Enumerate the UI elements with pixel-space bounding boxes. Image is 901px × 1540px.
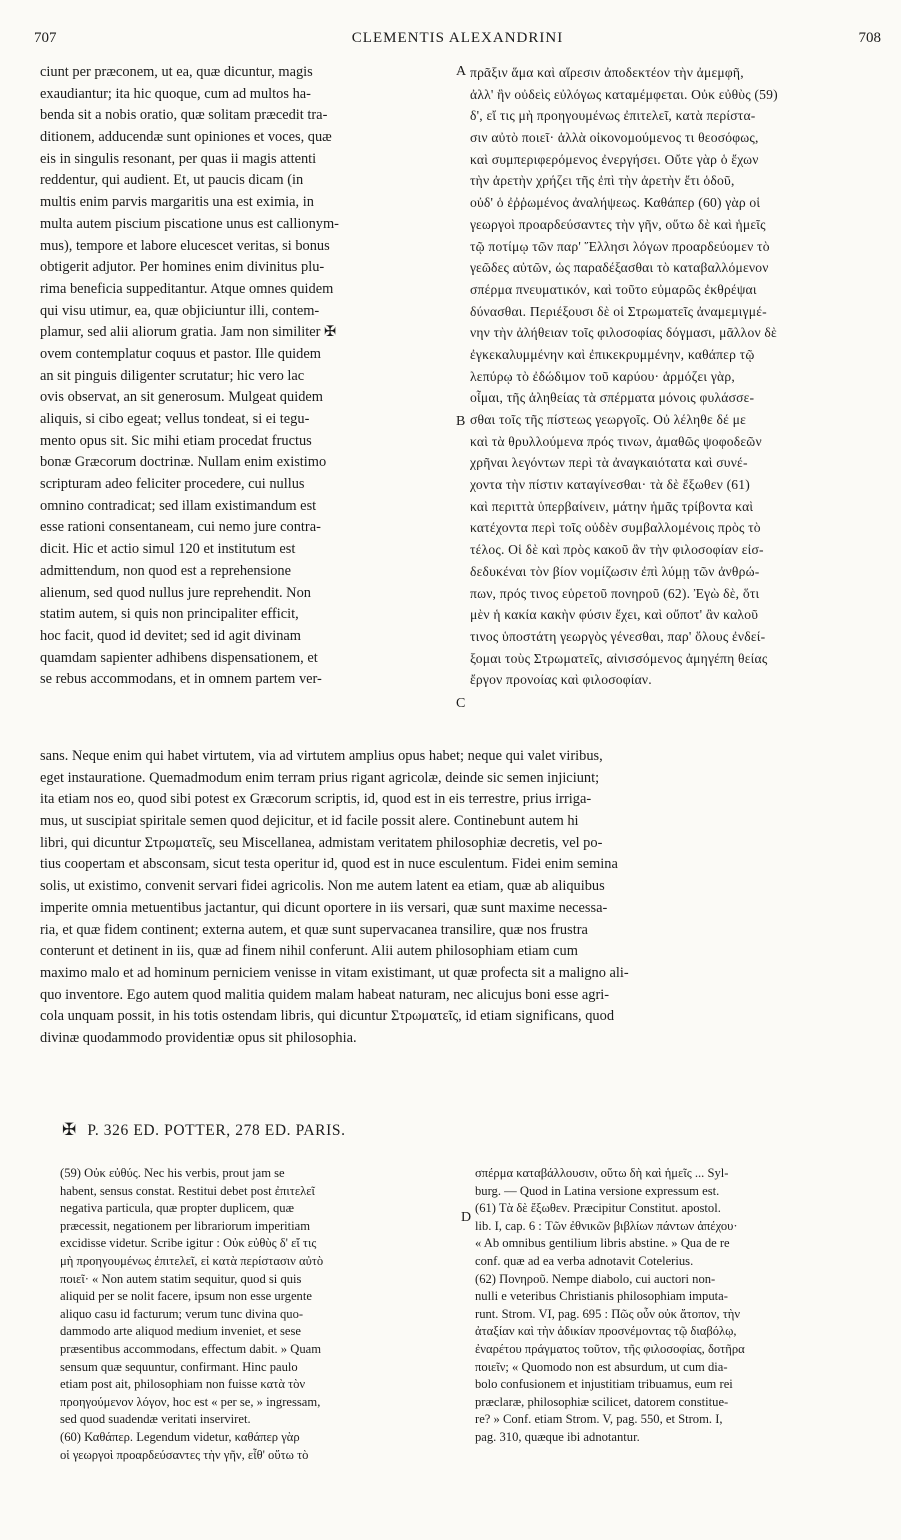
greek-line: οὐδ' ὁ ἐῤῥωμένος ἀναλήψεως. Καθάπερ (60) γὰρ οἱ [470,195,761,211]
latin-line: mento opus sit. Sic mihi etiam procedat fructus [40,432,312,449]
latin-line: ovem contemplatur coquus et pastor. Ille quidem [40,345,321,362]
greek-line: γεωργοὶ προαρδεύσαντες τὴν γῆν, οὕτω δὲ καὶ ἡμεῖς [470,216,766,232]
greek-line: κατέχοντα περὶ τοῖς οὐδὲν συμβαλλομένοις πρὸς τὸ [470,520,761,536]
notes-left-column [60,1165,455,1464]
greek-line: ἐγκεκαλυμμένην καὶ ἐπικεκρυμμένην, καθάπερ τῷ [470,346,755,362]
note-line: μὴ προηγουμένως ἐπιτελεῖ, εἰ κατὰ περίστασιν αὐτὸ [60,1253,324,1268]
margin-marker-c: C [456,696,466,711]
latin-line: omnino contradicat; sed illam existimandum est [40,497,317,514]
latin-line: aliquis, si cibo egeat; vellus tondeat, si ei tegu- [40,411,310,427]
text-line: quo inventore. Ego autem quod malitia quidem malam habeat naturam, nec alicujus boni esse agri- [40,986,610,1003]
note-line: pag. 310, quæque ibi adnotantur. [475,1429,640,1444]
greek-line: χρῆναι λεγόντων περὶ τὰ ἀναγκαιότατα καὶ συνέ- [470,455,748,471]
text-line: sans. Neque enim qui habet virtutem, via ad virtutem amplius opus habet; neque qui valet viribus, [40,748,603,764]
note-line: præclaræ, philosophiæ scilicet, datorem constitue- [475,1394,729,1409]
note-line: (60) Καθάπερ. Legendum videtur, καθάπερ γὰρ [60,1429,300,1444]
greek-line: δύνασθαι. Περιέξουσι δὲ οἱ Στρωματεῖς ἀναμεμιγμέ- [470,303,767,319]
latin-line: esse rationi consentaneam, cui nemo jure contra- [40,519,321,536]
greek-line: μὲν ἡ κακία κακὴν φύσιν ἔχει, καὶ οὔποτ' ἂν καλοῦ [470,607,759,623]
note-line: ἀταξίαν καὶ τὴν ἀδικίαν προσνέμοντας τῷ διαβόλῳ, [475,1324,737,1339]
latin-line: qui visu utimur, ea, quæ objiciuntur illi, contem- [40,302,320,319]
latin-line: exaudiantur; ita hic quoque, cum ad multos ha- [40,85,311,102]
margin-marker-a: A [456,64,467,79]
greek-line: χοντα τὴν πίστιν καταγίνεσθαι· τὰ δὲ ἔξωθεν (61) [470,477,751,493]
latin-line: quamdam sapienter adhibens dispensationem, et [40,649,318,666]
latin-column [40,62,452,691]
note-line: burg. — Quod in Latina versione expressum est. [475,1183,720,1198]
note-line: conf. quæ ad ea verba adnotavit Cotelerius. [475,1253,694,1268]
margin-marker-d: D [461,1210,472,1225]
greek-line: σπέρμα πνευματικόν, καὶ τοῦτο εὐμαρῶς ἐκθρέψαι [470,281,757,297]
text-line: mus, ut suscipiat spiritale semen quod dejicitur, et id facile possit alere. Continebunt autem hi [40,813,579,830]
note-line: bolo confusionem et injustitiam tribuamus, eum rei [475,1377,733,1392]
note-line: sed quod suadendæ veritati inserviret. [60,1412,251,1427]
note-line: ἐναρέτου πράγματος τοῦτον, τῆς φιλοσοφίας, δοτῆρα [475,1341,745,1356]
text-line: solis, ut existimo, convenit servari fidei agricolis. Non me autem latent ea etiam, quæ ab aliquibus [40,878,605,895]
note-line: (59) Οὐκ εὐθύς. Nec his verbis, prout jam se [60,1166,285,1180]
note-line: habent, sensus constat. Restitui debet post ἐπιτελεῖ [60,1183,315,1198]
latin-line: scripturam adeo feliciter procedere, cui nullus [40,476,305,493]
note-line: etiam post ait, philosophiam non fuisse κατὰ τὸν [60,1377,306,1392]
note-line: nulli e veteribus Christianis philosophiam imputa- [475,1289,728,1304]
greek-line: ἀλλ' ἣν οὐδεὶς εὐλόγως καταμέμφεται. Οὐκ εὐθὺς (59) [470,86,778,102]
greek-line: ξομαι τοὺς Στρωματεῖς, αἰνισσόμενος ἀμηγέπη θείας [470,650,768,666]
latin-line: statim autem, si quis non principaliter efficit, [40,606,299,623]
latin-line: ovis observat, an sit generosum. Mulgeat quidem [40,389,323,406]
note-line: οἱ γεωργοὶ προαρδεύσαντες τὴν γῆν, εἶθ' οὕτω τὸ [60,1447,309,1462]
latin-line: bonæ Græcorum doctrinæ. Nullam enim existimo [40,454,327,471]
latin-line: obtigerit adjutor. Per homines enim divinitus plu- [40,259,325,276]
greek-line: γεῶδες αὐτῶν, ὡς παραδέξασθαι τὸ καταβαλλόμενον [470,260,769,276]
text-line: tius coopertam et absconsam, sicut testa operitur id, quod est in nuce esculentum. Fidei enim semina [40,856,618,873]
page-number-left: 707 [34,30,57,46]
text-line: conterunt et detinent in iis, quæ ad finem nihil conferunt. Alii autem philosophiam etiam cum [40,943,578,960]
greek-line: σθαι τοῖς τῆς πίστεως γεωργοῖς. Οὐ λέληθε δέ με [470,412,747,427]
greek-line: τέλος. Οἱ δὲ καὶ πρὸς κακοῦ ἂν τὴν φιλοσοφίαν εἰσ- [470,542,764,558]
note-line: ποιεῖν; « Quomodo non est absurdum, ut cum dia- [475,1359,728,1374]
note-line: « Ab omnibus gentilium libris abstine. » Qua de re [475,1236,730,1251]
note-line: ποιεῖ· « Non autem statim sequitur, quod si quis [60,1271,302,1286]
note-line: aliquid per se nolit facere, ipsum non esse urgente [60,1289,312,1304]
cross-icon: ✠ [62,1120,77,1139]
page-number-right: 708 [858,30,881,46]
page-header [34,30,881,54]
latin-line: reddentur, qui audient. Et, ut paucis dicam (in [40,172,304,189]
latin-line: admittendum, non quod est a reprehensione [40,562,291,579]
edition-reference-text: P. 326 ED. POTTER, 278 ED. PARIS. [87,1122,346,1139]
note-line: lib. I, cap. 6 : Τῶν ἐθνικῶν βιβλίων πάντων ἀπέχου· [475,1218,738,1233]
greek-line: λεπύρῳ τὸ ἐδώδιμον τοῦ καρύου· ἁρμόζει γὰρ, [470,368,735,384]
greek-line: πρᾶξιν ἅμα καὶ αἵρεσιν ἀποδεκτέον τὴν ἀμεμφῆ, [470,65,744,80]
greek-line: τινος ὑποστάτη γεωργὸς γένεσθαι, παρ' ὅλους ἐνδεί- [470,628,766,644]
edition-reference [62,1120,346,1140]
note-line: sensum quæ sequuntur, confirmant. Hinc paulo [60,1359,298,1374]
text-line: ita etiam nos eo, quod sibi potest ex Græcorum scriptis, id, quod est in eis terrestre, prius irriga- [40,791,592,808]
latin-line: mus), tempore et labore elucescet veritas, si bonus [40,237,330,254]
text-line: libri, qui dicuntur Στρωματεῖς, seu Miscellanea, admistam veritatem philosophiæ decretis, vel po- [40,834,603,851]
note-line: dammodo arte aliquod medium inveniet, et sese [60,1324,301,1339]
greek-line: πων, πρός τινος εὑρετοῦ πονηροῦ (62). Ἐγὼ δὲ, ὅτι [470,585,760,601]
latin-line: multis enim parvis margaritis una est eximia, in [40,194,314,211]
notes-right-column [475,1165,887,1447]
latin-line: benda sit a nobis oratio, quæ solitam præcedit tra- [40,107,328,124]
margin-marker-b: B [456,414,466,429]
note-line: (62) Πονηροῦ. Nempe diabolo, cui auctori non- [475,1271,716,1286]
latin-line: hoc facit, quod id devitet; sed id agit divinam [40,627,301,644]
full-width-text [40,746,886,1050]
note-line: negativa particula, quæ propter duplicem, quæ [60,1201,294,1216]
latin-line: multa autem piscium piscatione unus est callionym- [40,215,339,232]
latin-line: eis in singulis resonant, per quas ii magis attenti [40,150,317,167]
running-title: CLEMENTIS ALEXANDRINI [351,30,564,46]
latin-line: an sit pinguis diligenter scrutatur; hic vero lac [40,367,305,384]
note-line: præsentibus accommodans, effectum dabit. » Quam [60,1341,322,1356]
latin-line: plamur, sed alii aliorum gratia. Jam non similiter ✠ [40,324,337,341]
latin-line: se rebus accommodans, et in omnem partem ver- [40,671,322,688]
greek-line: καὶ συμπεριφερόμενος ἐνεργήσει. Οὔτε γὰρ ὁ ἔχων [470,151,759,167]
note-line: re? » Conf. etiam Strom. V, pag. 550, et Strom. I, [475,1412,723,1427]
text-line: eget instauratione. Quemadmodum enim terram prius rigant agricolæ, deinde sic semen injiciunt; [40,769,600,786]
latin-line: rima beneficia suppeditantur. Atque omnes quidem [40,280,334,297]
greek-column [470,62,882,691]
note-line: præcessit, negationem per librariorum imperitiam [60,1218,311,1233]
text-line: cola unquam possit, in his totis ostendam libris, qui dicuntur Στρωματεῖς, id etiam significans, quod [40,1008,615,1025]
note-line: excidisse videtur. Scribe igitur : Οὐκ εὐθὺς δ' εἴ τις [60,1236,317,1251]
note-line: σπέρμα καταβάλλουσιν, οὕτω δὴ καὶ ἡμεῖς ... Syl- [475,1166,729,1180]
latin-line: ciunt per præconem, ut ea, quæ dicuntur, magis [40,64,313,80]
text-line: divinæ quodammodo providentiæ opus sit philosophia. [40,1029,357,1046]
greek-line: νην τὴν ἀλήθειαν τοῖς φιλοσοφίας δόγμασι, μᾶλλον δὲ [470,325,777,341]
latin-line: alienum, sed quod nullus jure reprehendit. Non [40,584,311,601]
text-line: maximo malo et ad hominum perniciem venisse in vitam existimant, ut quæ profecta sit a maligno ali- [40,964,629,981]
greek-line: οἶμαι, τῆς ἀληθείας τὰ σπέρματα μόνοις φυλάσσε- [470,390,755,406]
note-line: aliquo casu id facturum; verum tunc divina quo- [60,1306,304,1321]
greek-line: τὴν ἀρετὴν χρήζει τῆς ἐπὶ τὴν ἀρετὴν ἔτι ὁδοῦ, [470,173,735,189]
latin-line: ditionem, adducendæ sunt opiniones et voces, quæ [40,129,332,146]
text-line: ria, et quæ fidem continent; externa autem, et quæ sunt supervacanea transilire, quæ nos frustra [40,921,588,938]
note-line: (61) Τὰ δὲ ἔξωθεν. Præcipitur Constitut. apostol. [475,1201,721,1216]
greek-line: ἔργον προνοίας καὶ φιλοσοφίαν. [470,672,652,688]
greek-line: καὶ περιττὰ ὑπερβαίνειν, μάτην ἡμᾶς τρίβοντα καὶ [470,498,754,514]
greek-line: καὶ τὰ θρυλλούμενα πρός τινων, ἀμαθῶς ψοφοδεῶν [470,433,762,449]
greek-line: τῷ ποτίμῳ τῶν παρ' Ἕλλησι λόγων προαρδεύομεν τὸ [470,238,770,254]
text-line: imperite omnia metuentibus jactantur, qui dicunt oportere in iis versari, quæ sunt maxime necessa- [40,899,608,916]
greek-line: σιν αὐτὸ ποιεῖ· ἀλλὰ οἰκονομούμενος τι θεοσόφως, [470,130,759,146]
note-line: runt. Strom. VI, pag. 695 : Πῶς οὖν οὐκ ἄτοπον, τὴν [475,1306,741,1321]
latin-line: dicit. Hic et actio simul 120 et institutum est [40,541,296,558]
note-line: προηγούμενον λόγον, hoc est « per se, » ingressam, [60,1394,321,1409]
greek-line: δ', εἴ τις μὴ προηγουμένως ἐπιτελεῖ, κατὰ περίστα- [470,108,756,124]
greek-line: δεδυκέναι τὸν βίον νομίζωσιν ἐπὶ λύμῃ τῶν ἀνθρώ- [470,563,760,579]
